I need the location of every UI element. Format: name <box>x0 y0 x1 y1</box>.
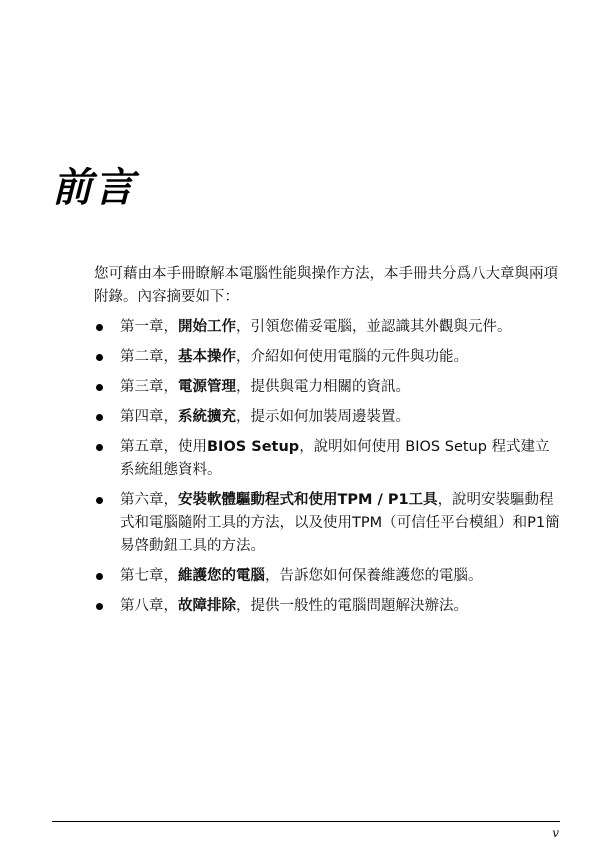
chapter-item-5 <box>94 436 564 482</box>
chapter-description: ，引領您備妥電腦，並認識其外觀與元件。 <box>236 319 512 335</box>
intro-paragraph: 您可藉由本手冊瞭解本電腦性能與操作方法，本手冊共分爲八大章與兩項附錄。內容摘要如下： <box>94 266 558 305</box>
chapter-item-1 <box>94 316 564 339</box>
chapter-keyword: 基本操作 <box>178 349 236 365</box>
bullet-icon <box>96 414 103 421</box>
chapter-keyword: 電源管理 <box>178 379 236 395</box>
chapter-description: ，說明如何使用 BIOS Setup 程式建立系統組態資料。 <box>120 439 550 478</box>
chapter-prefix: 第四章， <box>120 409 178 425</box>
chapter-keyword: 系統擴充 <box>178 409 236 425</box>
chapter-item-3 <box>94 376 564 399</box>
chapter-prefix: 第六章， <box>120 492 178 508</box>
bullet-icon <box>96 603 103 610</box>
chapter-description: ，提供與電力相關的資訊。 <box>236 379 410 395</box>
chapter-prefix: 第三章， <box>120 379 178 395</box>
page-number: v <box>552 826 559 840</box>
page-title: 前言 <box>52 164 136 211</box>
chapter-description: ，提供一般性的電腦問題解決辦法。 <box>236 598 468 614</box>
bullet-icon <box>96 497 103 504</box>
bullet-icon <box>96 324 103 331</box>
chapter-keyword: 維護您的電腦 <box>178 568 265 584</box>
chapter-prefix: 第七章， <box>120 568 178 584</box>
chapter-prefix: 第二章， <box>120 349 178 365</box>
bullet-icon <box>96 354 103 361</box>
chapter-summary-list <box>94 316 564 625</box>
chapter-keyword: 故障排除 <box>178 598 236 614</box>
bullet-icon <box>96 573 103 580</box>
chapter-description: ，介紹如何使用電腦的元件與功能。 <box>236 349 468 365</box>
chapter-keyword: 開始工作 <box>178 319 236 335</box>
chapter-keyword: BIOS Setup <box>207 439 300 455</box>
chapter-item-7 <box>94 565 564 588</box>
chapter-item-4 <box>94 406 564 429</box>
bullet-icon <box>96 384 103 391</box>
chapter-prefix: 第一章， <box>120 319 178 335</box>
bullet-icon <box>96 444 103 451</box>
chapter-keyword: 安裝軟體驅動程式和使用TPM / P1工具 <box>178 492 438 508</box>
chapter-item-6 <box>94 489 564 558</box>
chapter-prefix: 第五章，使用 <box>120 439 207 455</box>
footer-rule <box>52 821 560 822</box>
chapter-item-2 <box>94 346 564 369</box>
chapter-description: ，告訴您如何保養維護您的電腦。 <box>265 568 483 584</box>
chapter-description: ，說明安裝驅動程式和電腦隨附工具的方法，以及使用TPM（可信任平台模組）和P1簡易啓動鈕工具的方法。 <box>120 492 560 554</box>
chapter-prefix: 第八章， <box>120 598 178 614</box>
chapter-description: ，提示如何加裝周邊裝置。 <box>236 409 410 425</box>
chapter-item-8 <box>94 595 564 618</box>
